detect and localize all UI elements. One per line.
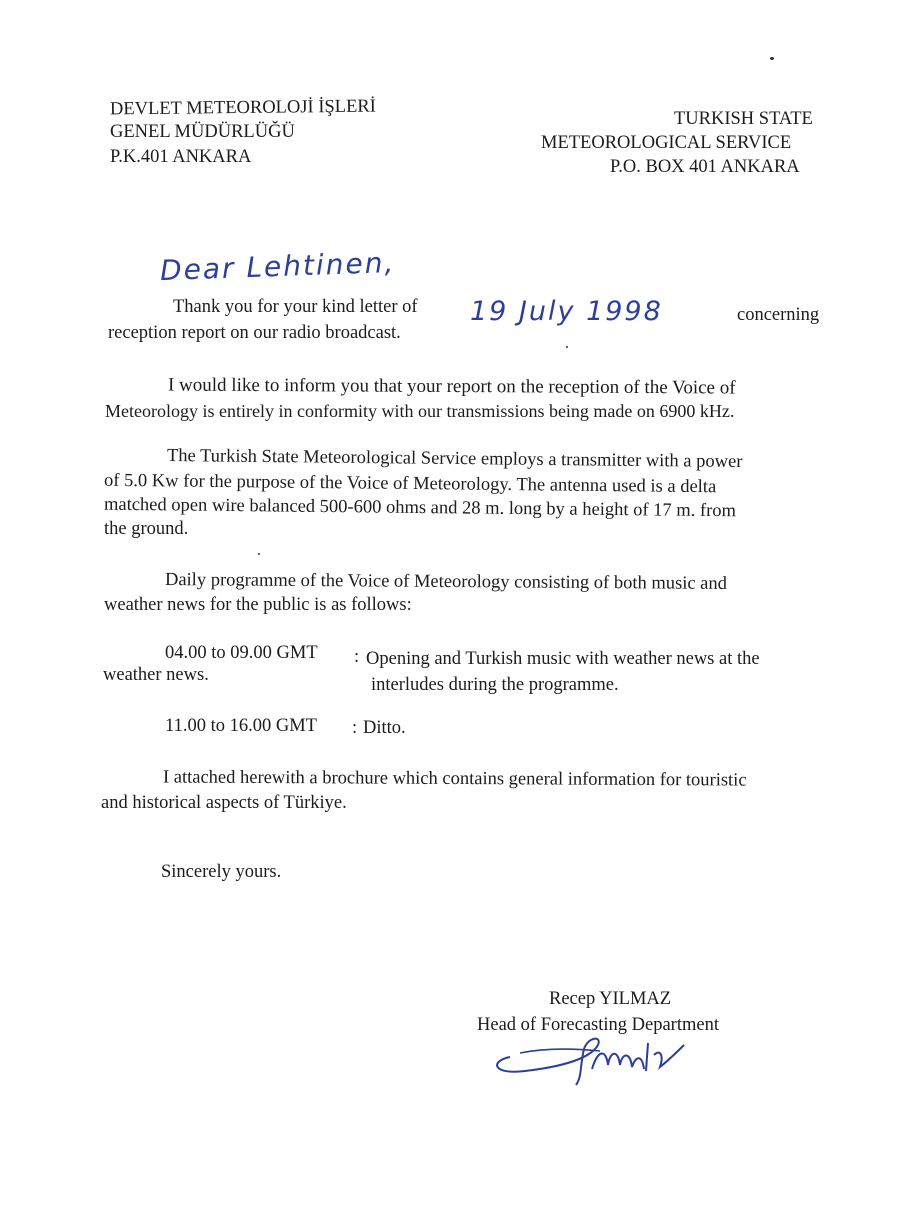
para3-line3: matched open wire balanced 500-600 ohms and 28 m. long by a height of 17 m. from	[103, 494, 737, 522]
closing: Sincerely yours.	[161, 862, 282, 882]
letterhead-right-line2: METEOROLOGICAL SERVICE	[541, 133, 792, 153]
para2-line1: I would like to inform you that your report on the reception of the Voice of	[167, 374, 736, 399]
letterhead-left-line1: DEVLET METEOROLOJİ İŞLERİ	[109, 96, 376, 120]
scan-speck	[566, 346, 568, 348]
handwritten-salutation: Dear Lehtinen,	[159, 245, 396, 288]
para1-prefix: Thank you for your kind letter of	[173, 297, 418, 317]
scan-speck	[770, 57, 774, 60]
letterhead-right-line1: TURKISH STATE	[674, 109, 813, 129]
para3-line4: the ground.	[104, 519, 189, 539]
handwritten-letter-date: 19 July 1998	[470, 296, 663, 327]
schedule-sep-1: :	[354, 647, 360, 667]
letterhead-left-line3: P.K.401 ANKARA	[110, 147, 252, 167]
scan-speck	[258, 553, 260, 555]
para1-line2: reception report on our radio broadcast.	[108, 323, 401, 343]
schedule-time-1: 04.00 to 09.00 GMT	[165, 643, 318, 663]
schedule-desc-1-line2: interludes during the programme.	[371, 675, 619, 695]
schedule-desc-2: Ditto.	[363, 718, 406, 738]
para5-line2: and historical aspects of Türkiye.	[101, 793, 347, 813]
para4-line2: weather news for the public is as follows:	[104, 595, 412, 615]
para1-concerning: concerning	[737, 305, 820, 325]
schedule-time-2: 11.00 to 16.00 GMT	[165, 716, 317, 736]
para3-line2: of 5.0 Kw for the purpose of the Voice of Meteorology. The antenna used is a delta	[103, 470, 717, 498]
signatory-name: Recep YILMAZ	[549, 989, 672, 1009]
para5-line1: I attached herewith a brochure which contains general information for touristic	[162, 767, 747, 791]
para3-line1: The Turkish State Meteorological Service employs a transmitter with a power	[166, 445, 743, 473]
handwritten-signature	[480, 1015, 700, 1095]
letterhead-right-line3: P.O. BOX 401 ANKARA	[610, 157, 800, 177]
schedule-desc-1-line1: Opening and Turkish music with weather news at the	[366, 649, 760, 669]
schedule-extra-left-1: weather news.	[103, 665, 209, 685]
schedule-sep-2: :	[352, 718, 358, 738]
signatory-title: Head of Forecasting Department	[477, 1015, 719, 1035]
letterhead-left-line2: GENEL MÜDÜRLÜĞÜ	[110, 122, 295, 142]
para4-line1: Daily programme of the Voice of Meteorology consisting of both music and	[164, 570, 727, 594]
para2-line2: Meteorology is entirely in conformity with our transmissions being made on 6900 kHz.	[105, 401, 735, 421]
